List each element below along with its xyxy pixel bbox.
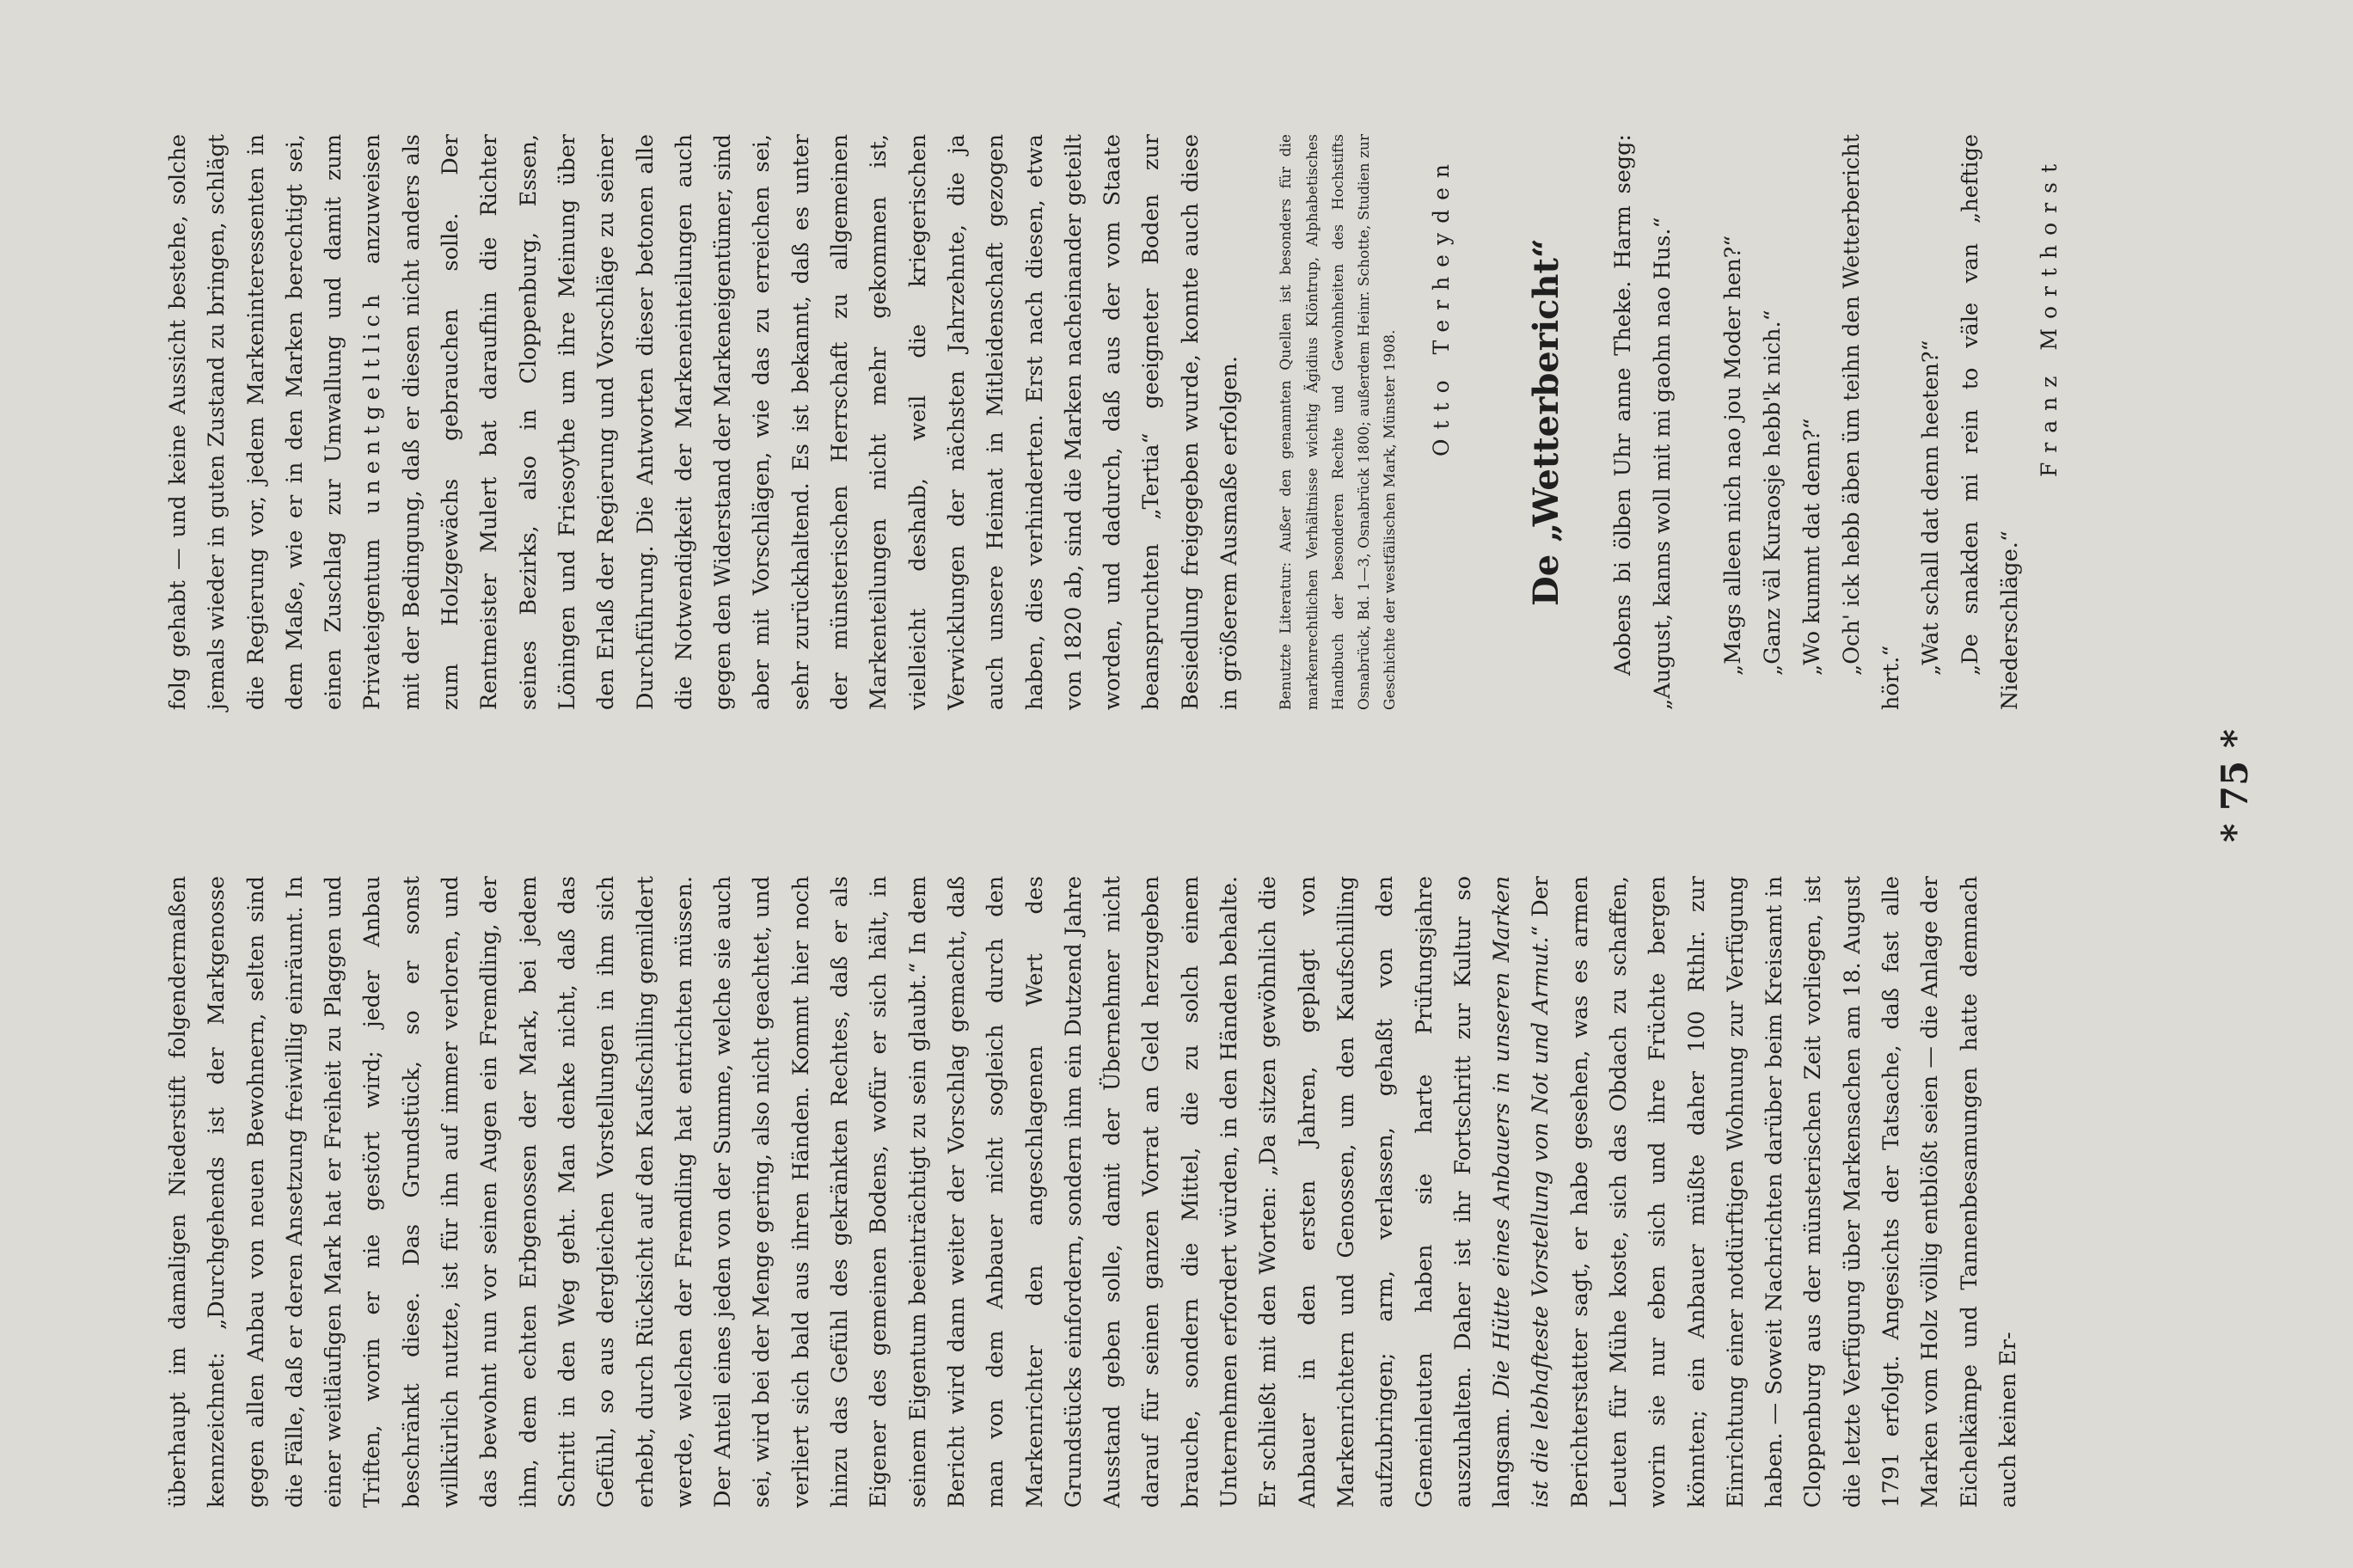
left-column-paragraph	[159, 876, 2028, 1508]
right-column	[159, 134, 2062, 710]
poem-line: „Wo kummt dat denn?“	[1799, 418, 1826, 676]
poem-section	[1524, 134, 2062, 710]
poem-line: „Och' ick hebb äben üm teihn den Wetterbericht hört.“	[1839, 134, 1905, 710]
italic-quote: Die Hütte eines Anbauers in unseren Marken ist die lebhafteste Vorstellung von Not und Armut.	[1489, 876, 1554, 1508]
page-number: * 75 *	[2214, 729, 2256, 842]
body-text: “ Der Berichterstatter sagt, er habe gesehen, was es armen Leuten für Mühe koste, sich das Obdach zu schaffen, worin sie nur eben sich und ihre Früchte bergen könnten; ein Anbauer müßte daher 100 Rthlr. zur Einrichtung einer notdürftigen Wohnung zur Verfügung haben. — Soweit Nachrichten darüber beim Kreisamt in Cloppenburg aus der münsterischen Zeit vorliegen, ist die letzte Verfügung über Markensachen am 18. August 1791 erfolgt. Angesichts der Tatsache, daß fast alle Marken vom Holz völlig entblößt seien — die Anlage der Eichelkämpe und Tannenbesamungen hatte demnach auch keinen Er-	[1528, 876, 2021, 1508]
right-column-paragraph	[159, 134, 1249, 710]
left-column	[159, 876, 2028, 1508]
body-text: überhaupt im damaligen Niederstift folgendermaßen kennzeichnet: „Durchgehends ist der Markgenosse gegen allen Anbau von neuen Bewohnern, selten sind die Fälle, daß er deren Ansetzung freiwillig einräumt. In einer weitläufigen Mark hat er Freiheit zu Plaggen und Triften, worin er nie gestört wird; jeder Anbau beschränkt diese. Das Grundstück, so er sonst willkürlich nutzte, ist für ihn auf immer verloren, und das bewohnt nun vor seinen Augen ein Fremdling, der ihm, dem echten Erbgenossen der Mark, bei jedem Schritt in den Weg geht. Man denke nicht, daß das Gefühl, so aus dergleichen Vorstellungen in ihm sich erhebt, durch Rücksicht auf den Kaufschilling gemildert werde, welchen der Fremdling hat entrichten müssen. Der Anteil eines jeden von der Summe, welche sie auch sei, wird bei der Menge gering, also nicht geachtet, und verliert sich bald aus ihren Händen. Kommt hier noch hinzu das Gefühl des gekränkten Rechtes, daß er als Eigener des gemeinen Bodens, wofür er sich hält, in seinem Eigentum beeinträchtigt zu sein glaubt.“ In dem Bericht wird dann weiter der Vorschlag gemacht, daß man von dem Anbauer nicht sogleich durch den Markenrichter den angeschlagenen Wert des Grundstücks einfordern, sondern ihm ein Dutzend Jahre Ausstand geben solle, damit der Übernehmer nicht darauf für seinen ganzen Vorrat an Geld herzugeben brauche, sondern die Mittel, die zu solch einem Unternehmen erfordert würden, in den Händen behalte. Er schließt mit den Worten: „Da sitzen gewöhnlich die Anbauer in den ersten Jahren, geplagt von Markenrichtern und Genossen, um den Kaufschilling aufzubringen; arm, verlassen, gehaßt von den Gemeinleuten haben sie harte Prüfungsjahre auszuhalten. Daher ist ihr Fortschritt zur Kultur so langsam.	[165, 876, 1516, 1508]
article-author: Otto Terheyden	[1429, 155, 1455, 456]
poem-title: De „Wetterbericht“	[1526, 238, 1567, 606]
spaced-emphasis: unentgeltlich	[359, 288, 386, 515]
poem-author: Franz Morthorst	[2037, 155, 2062, 478]
poem-line: „Wat schall dat denn heeten?“	[1918, 340, 1945, 676]
poem-line: „De snakden mi rein to väle van „heftige Niederschläge.“	[1958, 134, 2024, 710]
body-text: anzuweisen mit der Bedingung, daß er diesen nicht anders als zum Holzgewächs gebrauchen solle. Der Rentmeister Mulert bat daraufhin die Richter seines Bezirks, also in Cloppenburg, Essen, Löningen und Friesoythe um ihre Meinung über den Erlaß der Regierung und Vorschläge zu seiner Durchführung. Die Antworten dieser betonen alle die Notwendigkeit der Markeneinteilungen auch gegen den Widerstand der Markeneigentümer, sind aber mit Vorschlägen, wie das zu erreichen sei, sehr zurückhaltend. Es ist bekannt, daß es unter der münsterischen Herrschaft zu allgemeinen Markenteilungen nicht mehr gekommen ist, vielleicht deshalb, weil die kriegerischen Verwicklungen der nächsten Jahrzehnte, die ja auch unsere Heimat in Mitleidenschaft gezogen haben, dies verhinderten. Erst nach diesen, etwa von 1820 ab, sind die Marken nacheinander geteilt worden, und dadurch, daß aus der vom Staate beanspruchten „Tertia“ geeigneter Boden zur Besiedlung freigegeben wurde, konnte auch diese in größerem Ausmaße erfolgen.	[359, 133, 1243, 710]
poem-line: „Ganz väl Kuraosje hebb'k nich.“	[1760, 309, 1786, 676]
body-text: folg gehabt — und keine Aussicht bestehe, solche jemals wieder in guten Zustand zu bringen, schlägt die Regierung vor, jedem Markeninteressenten in dem Maße, wie er in den Marken berechtigt sei, einen Zuschlag zur Umwallung und damit zum Privateigentum	[165, 134, 386, 710]
poem-line: „Mags alleen nich nao jou Moder hen?“	[1720, 235, 1747, 676]
stanza-gap	[1682, 134, 1713, 710]
poem-line: Aobens bi ölben Uhr anne Theke. Harm segg: „August, kanns woll mit mi gaohn nao Hus.“	[1610, 134, 1676, 710]
literature-footnote: Benutzte Literatur: Außer den genannten Quellen ist besonders für die markenrechtlichen Verhältnisse wichtig Ägidius Klöntrup, Alphabetisches Handbuch der besonderen Rechte und Gewohnheiten des Hochstifts Osnabrück, Bd. 1—3, Osnabrück 1800; außerdem Heinr. Schotte, Studien zur Geschichte der westfälischen Mark, Münster 1908.	[1278, 134, 1400, 710]
